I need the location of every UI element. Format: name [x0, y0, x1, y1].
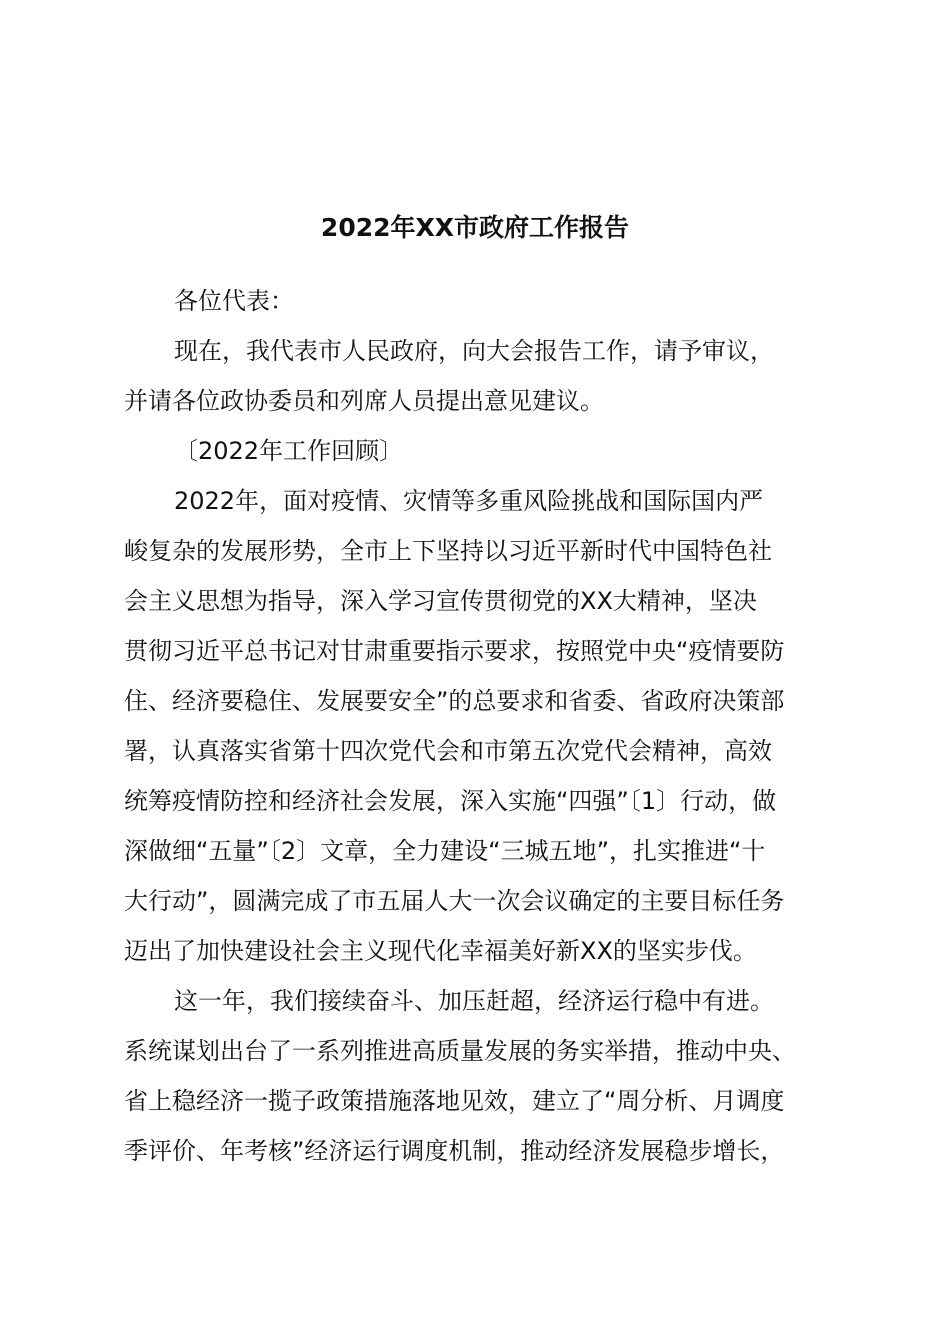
intro-line: 现在，我代表市人民政府，向大会报告工作，请予审议，	[174, 337, 774, 365]
review-line: 峻复杂的发展形势，全市上下坚持以习近平新时代中国特色社	[124, 537, 772, 565]
document-body	[124, 276, 834, 1176]
salutation: 各位代表：	[174, 287, 294, 315]
document-title: 2022年XX市政府工作报告	[320, 213, 630, 242]
year-line: 系统谋划出台了一系列推进高质量发展的务实举措，推动中央、	[124, 1037, 796, 1065]
review-line: 住、经济要稳住、发展要安全”的总要求和省委、省政府决策部	[124, 687, 785, 715]
review-line: 深做细“五量”〔2〕文章，全力建设“三城五地”，扎实推进“十	[124, 837, 766, 865]
review-line: 迈出了加快建设社会主义现代化幸福美好新XX的坚实步伐。	[124, 937, 757, 965]
year-line: 季评价、年考核”经济运行调度机制，推动经济发展稳步增长，	[124, 1137, 785, 1165]
review-line: 贯彻习近平总书记对甘肃重要指示要求，按照党中央“疫情要防	[124, 637, 785, 665]
review-line: 会主义思想为指导，深入学习宣传贯彻党的XX大精神，坚决	[124, 587, 757, 615]
intro-line: 并请各位政协委员和列席人员提出意见建议。	[124, 387, 604, 415]
review-line: 署，认真落实省第十四次党代会和市第五次党代会精神，高效	[124, 737, 772, 765]
section-heading: 〔2022年工作回顾〕	[174, 437, 404, 465]
review-line: 大行动”，圆满完成了市五届人大一次会议确定的主要目标任务	[124, 887, 785, 915]
review-line: 统筹疫情防控和经济社会发展，深入实施“四强”〔1〕行动，做	[124, 787, 777, 815]
year-line: 省上稳经济一揽子政策措施落地见效，建立了“周分析、月调度	[124, 1087, 785, 1115]
year-line: 这一年，我们接续奋斗、加压赶超，经济运行稳中有进。	[174, 987, 774, 1015]
review-line: 2022年，面对疫情、灾情等多重风险挑战和国际国内严	[174, 487, 764, 515]
